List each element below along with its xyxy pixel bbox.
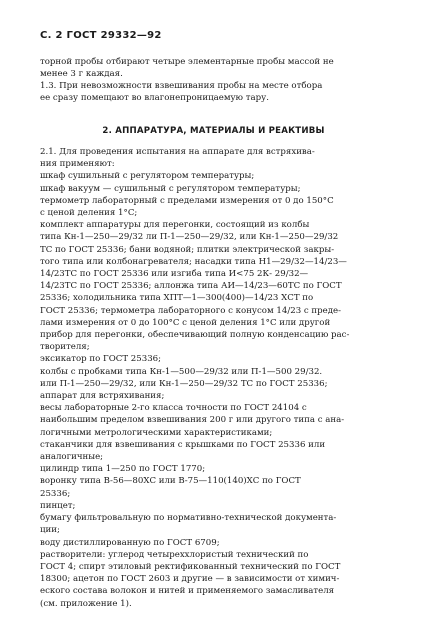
section-body: 2.1. Для проведения испытания на аппарате для встряхива- ния применяют: шкаф сушильный с регулятором температуры; шкаф вакуум — сушильный с регулятором температуры; термометр лабораторный с пределами измерения от 0 до 150°С с ценой деления 1°С; комплект аппаратуры для перегонки, состоящий из колбы типа Кн-1—250—29/32 ли П-1—250—29/32, или Кн-1—250—29/32 ТС по ГОСТ 25336; бани водяной; плитки электрической закры- того типа или колбонагревателя; насадки типа Н1—29/32—14/23— 14/23ТС по ГОСТ 25336 или изгиба типа И<75 2К- 29/32— 14/23ТС по ГОСТ 25336; аллонжа типа АИ—14/23—60ТС по ГОСТ 25336; холодильника типа ХПТ—1—300(400)—14/23 ХСТ по ГОСТ 25336; термометра лабораторного с конусом 14/23 с преде- лами измерения от 0 до 100°С с ценой деления 1°С или другой прибор для перегонки, обеспечивающий полную конденсацию рас- творителя; эксикатор по ГОСТ 25336; колбы с пробками типа Кн-1—500—29/32 или П-1—500 29/32. или П-1—250—29/32, или Кн-1—250—29/32 ТС по ГОСТ 25336; аппарат для встряхивания; весы лабораторные 2-го класса точности по ГОСТ 24104 с наибольшим пределом взвешивания 200 г или другого типа с ана- логичными метрологическими характеристиками; стаканчики для взвешивания с крышками по ГОСТ 25336 или аналогичные; цилиндр типа 1—250 по ГОСТ 1770; воронку типа В-56—80ХС или В-75—110(140)ХС по ГОСТ 25336; пинцет; бумагу фильтровальную по нормативно-технической документа- ции; воду дистиллированную по ГОСТ 6709; растворители: углерод четыреххлористый технический по ГОСТ 4; спирт этиловый ректификованный технический по ГОСТ 18300; ацетон по ГОСТ 2603 и другие — в зависимости от химич- еского состава волокон и нитей и применяемого замасливателя (см. приложение 1). [40,147,350,609]
section-title: 2. АППАРАТУРА, МАТЕРИАЛЫ И РЕАКТИВЫ [102,126,325,136]
clause-1-3: 1.3. При невозможности взвешивания пробы на месте отбора ее сразу помещают во влагонепроницаемую тару. [40,81,323,104]
intro-paragraph: торной пробы отбирают четыре элементарные пробы массой не менее 3 г каждая. [40,57,334,80]
page-header: С. 2 ГОСТ 29332—92 [40,30,162,41]
